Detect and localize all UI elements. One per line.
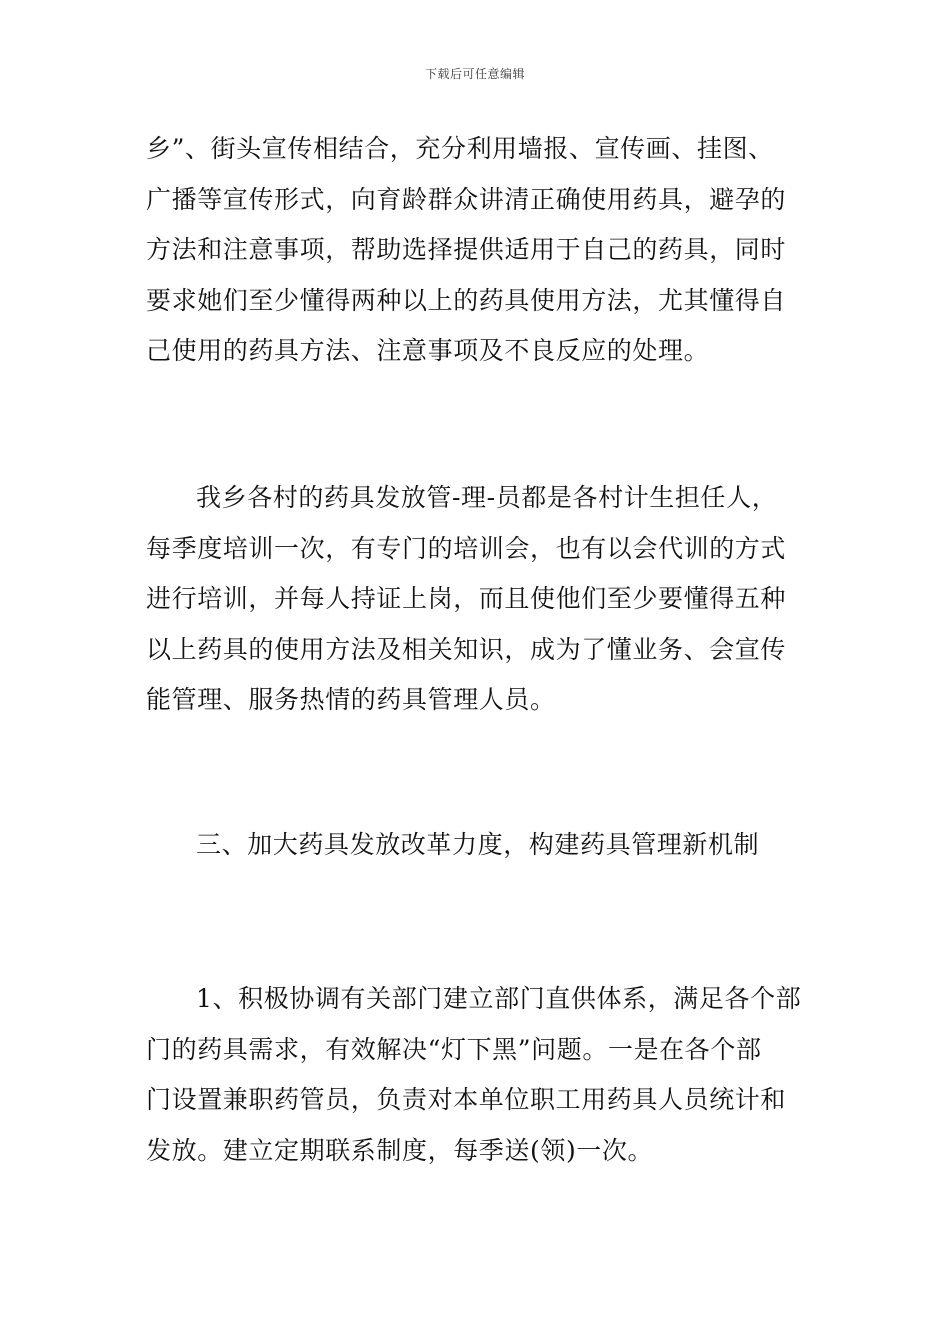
- paragraph-line: 门的药具需求，有效解决“灯下黑”问题。一是在各个部: [146, 1034, 762, 1064]
- paragraph-line: 我乡各村的药具发放管-理-员都是各村计生担任人，: [196, 483, 778, 512]
- paragraph-line: 门设置兼职药管员，负责对本单位职工用药具人员统计和: [146, 1085, 787, 1114]
- paragraph-line: 进行培训，并每人持证上岗，而且使他们至少要懂得五种: [146, 584, 787, 613]
- paragraph-line: 方法和注意事项，帮助选择提供适用于自己的药具，同时: [146, 235, 787, 264]
- paragraph-line: 发放。建立定期联系制度，每季送(领)一次。: [146, 1135, 654, 1165]
- paragraph-line: 以上药具的使用方法及相关知识，成为了懂业务、会宣传: [146, 634, 787, 664]
- paragraph-line: 要求她们至少懂得两种以上的药具使用方法，尤其懂得自: [146, 285, 787, 315]
- paragraph-line: 乡”、街头宣传相结合，充分利用墙报、宣传画、挂图、: [146, 134, 774, 163]
- paragraph-line: 每季度培训一次，有专门的培训会，也有以会代训的方式: [146, 533, 787, 563]
- paragraph-line: 己使用的药具方法、注意事项及不良反应的处理。: [146, 336, 710, 365]
- heading-line: 三、加大药具发放改革力度，构建药具管理新机制: [196, 830, 760, 859]
- paragraph-2: [146, 473, 812, 726]
- page-header: 下载后可任意编辑: [424, 67, 525, 81]
- paragraph-line: 1、积极协调有关部门建立部门直供体系，满足各个部: [196, 984, 802, 1013]
- paragraph-line: 能管理、服务热情的药具管理人员。: [146, 685, 556, 714]
- section-heading: [146, 820, 812, 871]
- paragraph-1: [146, 124, 812, 377]
- paragraph-3: [146, 974, 812, 1176]
- paragraph-line: 广播等宣传形式，向育龄群众讲清正确使用药具，避孕的: [146, 184, 787, 214]
